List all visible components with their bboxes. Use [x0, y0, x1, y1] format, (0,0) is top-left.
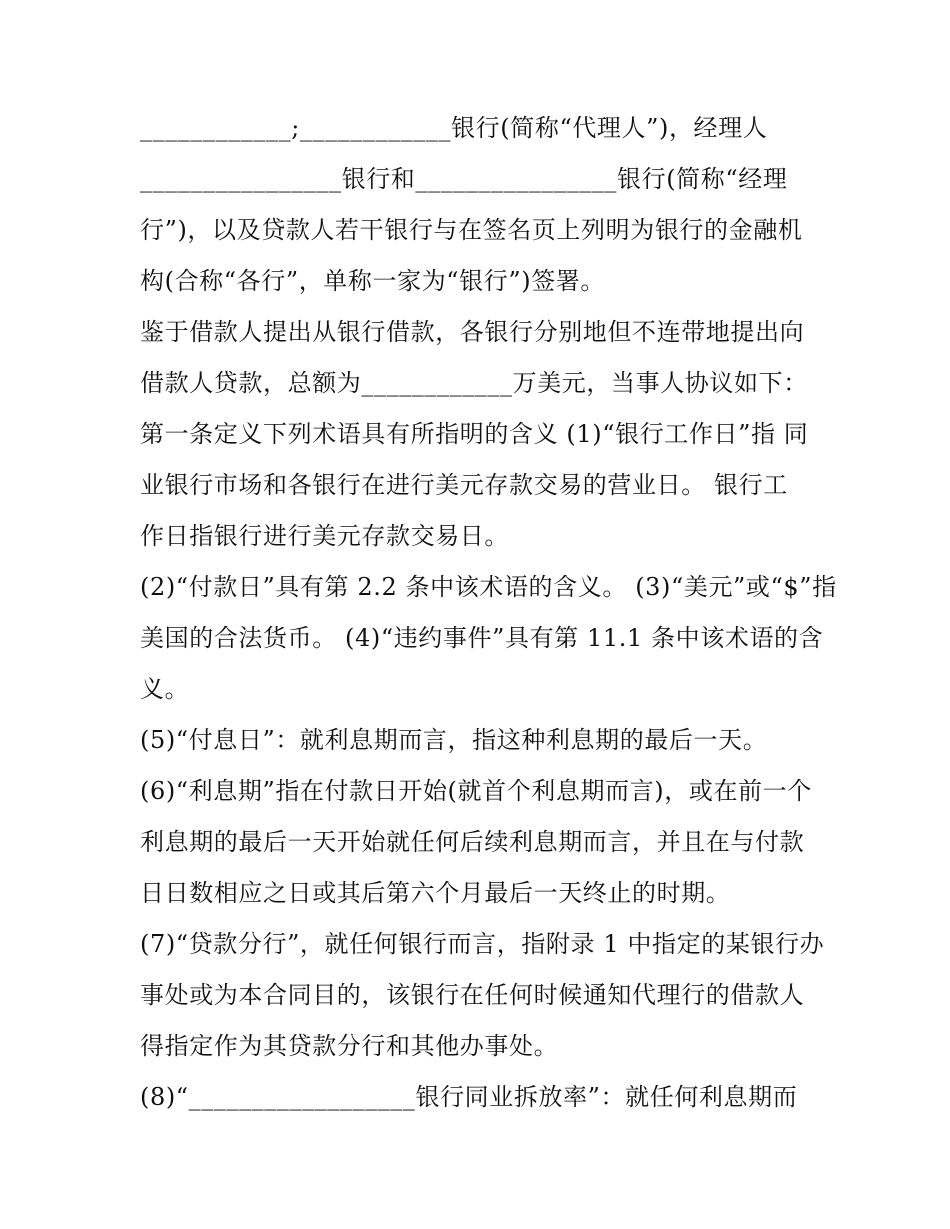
text-line-10: (2)“付款日”具有第 2.2 条中该术语的含义。 (3)“美元”或“$”指: [140, 573, 837, 601]
text-line-17: (7)“贷款分行”，就任何银行而言，指附录 1 中指定的某银行办: [140, 930, 825, 958]
text-line-9: 作日指银行进行美元存款交易日。: [140, 522, 509, 550]
text-line-1: ____________;____________银行(简称“代理人”)，经理人: [140, 114, 768, 142]
text-line-4: 构(合称“各行”，单称一家为“银行”)签署。: [140, 267, 606, 295]
text-line-12: 义。: [140, 675, 190, 703]
text-line-15: 利息期的最后一天开始就任何后续利息期而言，并且在与付款: [140, 828, 805, 856]
text-line-19: 得指定作为其贷款分行和其他办事处。: [140, 1032, 559, 1060]
text-line-7: 第一条定义下列术语具有所指明的含义 (1)“银行工作日”指 同: [140, 420, 809, 448]
contract-text: [140, 103, 837, 1123]
text-line-2: ________________银行和________________银行(简称“经理: [140, 165, 788, 193]
text-line-14: (6)“利息期”指在付款日开始(就首个利息期而言)，或在前一个: [140, 777, 812, 805]
text-line-8: 业银行市场和各银行在进行美元存款交易的营业日。 银行工: [140, 471, 788, 499]
text-line-13: (5)“付息日”：就利息期而言，指这种利息期的最后一天。: [140, 726, 768, 754]
text-line-20: (8)“__________________银行同业拆放率”：就任何利息期而: [140, 1083, 798, 1111]
text-line-5: 鉴于借款人提出从银行借款，各银行分别地但不连带地提出向: [140, 318, 805, 346]
text-line-16: 日日数相应之日或其后第六个月最后一天终止的时期。: [140, 879, 731, 907]
text-line-6: 借款人贷款，总额为____________万美元，当事人协议如下：: [140, 369, 808, 397]
text-line-18: 事处或为本合同目的，该银行在任何时候通知代理行的借款人: [140, 981, 805, 1009]
text-line-3: 行”)，以及贷款人若干银行与在签名页上列明为银行的金融机: [140, 216, 803, 244]
text-line-11: 美国的合法货币。 (4)“违约事件”具有第 11.1 条中该术语的含: [140, 624, 824, 652]
